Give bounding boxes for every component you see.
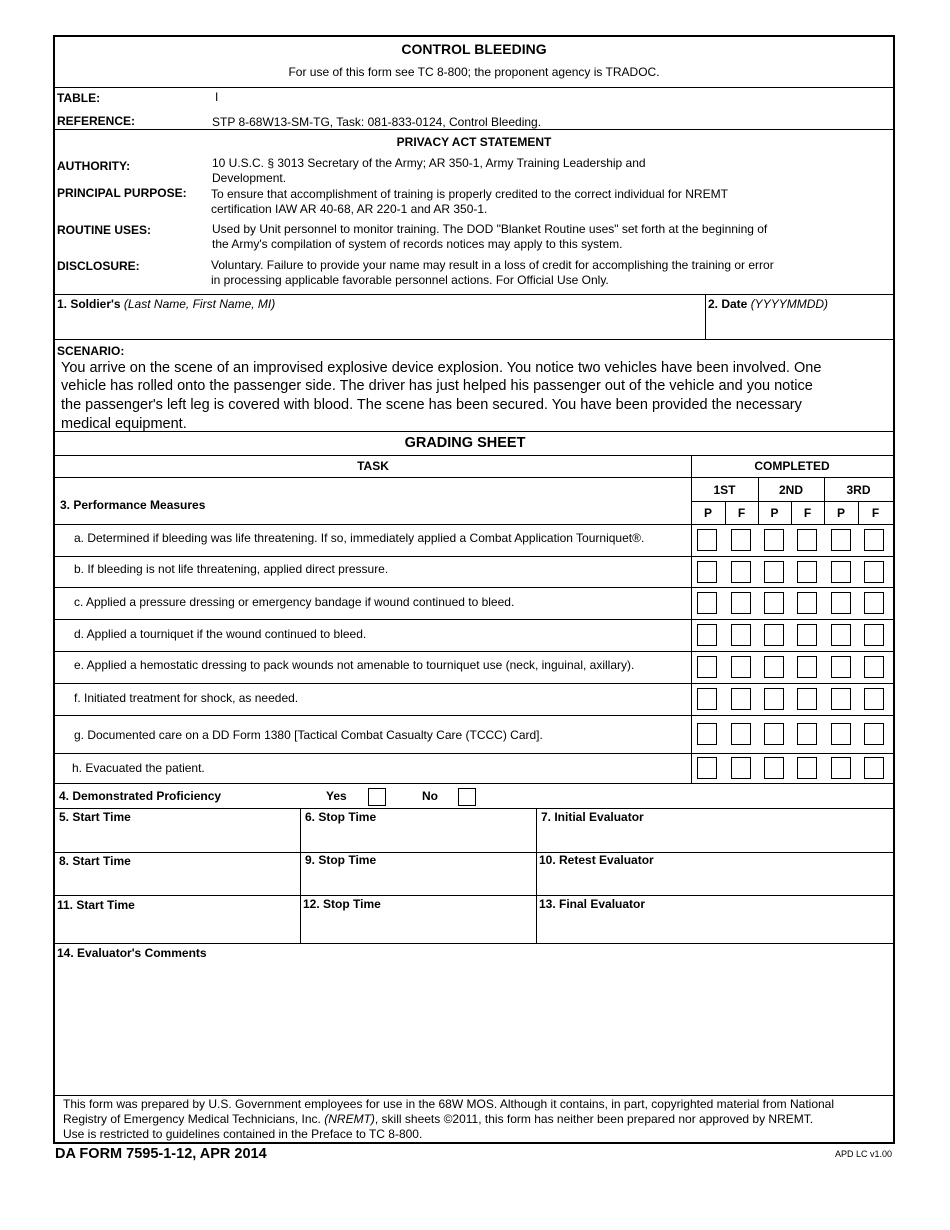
- divider: [55, 1095, 893, 1096]
- checkbox-d-f1[interactable]: [731, 624, 751, 646]
- divider: [55, 808, 893, 809]
- checkbox-b-p3[interactable]: [831, 561, 851, 583]
- checkbox-e-p1[interactable]: [697, 656, 717, 678]
- checkbox-d-f2[interactable]: [797, 624, 817, 646]
- retest-evaluator-label: 10. Retest Evaluator: [539, 853, 654, 867]
- checkbox-c-p3[interactable]: [831, 592, 851, 614]
- checkbox-e-f3[interactable]: [864, 656, 884, 678]
- divider: [824, 477, 825, 524]
- pf-header: F: [803, 506, 812, 520]
- stop-time-2-label: 9. Stop Time: [305, 853, 377, 867]
- divider: [691, 501, 893, 502]
- divider: [55, 683, 893, 684]
- start-time-2-label: 8. Start Time: [59, 854, 131, 868]
- disclaimer-line-3: Use is restricted to guidelines contained in the Preface to TC 8-800.: [63, 1127, 423, 1141]
- completed-header: COMPLETED: [754, 459, 830, 473]
- start-time-1-label: 5. Start Time: [59, 810, 131, 824]
- purpose-line-1: To ensure that accomplishment of training is properly credited to the correct individual for NREMT: [211, 187, 728, 201]
- proficiency-yes-checkbox[interactable]: [368, 788, 386, 806]
- disclosure-line-1: Voluntary. Failure to provide your name may result in a loss of credit for accomplishing the training or error: [211, 258, 774, 272]
- pf-header: F: [737, 506, 746, 520]
- measure-d: d. Applied a tourniquet if the wound continued to bleed.: [74, 627, 367, 641]
- checkbox-e-f1[interactable]: [731, 656, 751, 678]
- disclaimer-line-1: This form was prepared by U.S. Government employees for use in the 68W MOS. Although it contains, in part, copyrighted material from National: [63, 1097, 835, 1111]
- date-field[interactable]: [711, 317, 889, 335]
- checkbox-e-p3[interactable]: [831, 656, 851, 678]
- reference-value: STP 8-68W13-SM-TG, Task: 081-833-0124, Control Bleeding.: [212, 115, 542, 129]
- form-id: DA FORM 7595-1-12, APR 2014: [55, 1146, 267, 1162]
- divider: [55, 852, 893, 853]
- divider: [55, 715, 893, 716]
- evaluator-comments-field[interactable]: [59, 963, 889, 1093]
- date-label: 2. Date (YYYYMMDD): [708, 297, 829, 311]
- pf-header: P: [703, 506, 712, 520]
- divider: [758, 477, 759, 524]
- stop-time-1-field[interactable]: [305, 827, 531, 849]
- checkbox-c-p2[interactable]: [764, 592, 784, 614]
- checkbox-f-f1[interactable]: [731, 688, 751, 710]
- divider: [55, 943, 893, 944]
- divider: [55, 294, 893, 295]
- disclosure-line-2: in processing applicable favorable personnel actions. For Official Use Only.: [211, 273, 609, 287]
- checkbox-g-f3[interactable]: [864, 723, 884, 745]
- form-version: APD LC v1.00: [834, 1149, 892, 1159]
- divider: [55, 477, 893, 478]
- start-time-1-field[interactable]: [59, 827, 295, 849]
- measure-g: g. Documented care on a DD Form 1380 [Tactical Combat Casualty Care (TCCC) Card].: [74, 728, 543, 742]
- divider: [55, 895, 893, 896]
- divider: [55, 339, 893, 340]
- start-time-2-field[interactable]: [59, 871, 295, 893]
- start-time-3-field[interactable]: [59, 915, 295, 939]
- checkbox-a-f2[interactable]: [797, 529, 817, 551]
- grading-title: GRADING SHEET: [404, 435, 526, 451]
- authority-label: AUTHORITY:: [57, 159, 131, 173]
- checkbox-g-p2[interactable]: [764, 723, 784, 745]
- initial-evaluator-field[interactable]: [541, 827, 889, 849]
- checkbox-f-f2[interactable]: [797, 688, 817, 710]
- task-header: TASK: [357, 459, 389, 473]
- divider: [55, 129, 893, 130]
- divider: [55, 524, 893, 525]
- measure-h: h. Evacuated the patient.: [72, 761, 205, 775]
- scenario-line-2: vehicle has rolled onto the passenger side. The driver has just helped his passenger out of the vehicle and you notice: [61, 378, 813, 394]
- checkbox-d-p2[interactable]: [764, 624, 784, 646]
- table-value: I: [215, 90, 219, 104]
- measure-a: a. Determined if bleeding was life threatening. If so, immediately applied a Combat Application Tourniquet®.: [74, 531, 645, 545]
- initial-evaluator-label: 7. Initial Evaluator: [541, 810, 644, 824]
- checkbox-a-f1[interactable]: [731, 529, 751, 551]
- divider: [55, 783, 893, 784]
- stop-time-3-label: 12. Stop Time: [303, 897, 381, 911]
- checkbox-g-f1[interactable]: [731, 723, 751, 745]
- divider: [55, 587, 893, 588]
- final-evaluator-label: 13. Final Evaluator: [539, 897, 646, 911]
- stop-time-2-field[interactable]: [305, 871, 531, 893]
- checkbox-h-f3[interactable]: [864, 757, 884, 779]
- checkbox-c-f2[interactable]: [797, 592, 817, 614]
- divider: [536, 808, 537, 944]
- evaluator-comments-label: 14. Evaluator's Comments: [57, 946, 207, 960]
- scenario-line-4: medical equipment.: [61, 416, 187, 432]
- pf-header: P: [770, 506, 779, 520]
- proficiency-yes-label: Yes: [326, 789, 347, 803]
- divider: [55, 431, 893, 432]
- divider: [55, 651, 893, 652]
- checkbox-b-p1[interactable]: [697, 561, 717, 583]
- proficiency-no-checkbox[interactable]: [458, 788, 476, 806]
- checkbox-b-f3[interactable]: [864, 561, 884, 583]
- divider: [55, 619, 893, 620]
- checkbox-e-p2[interactable]: [764, 656, 784, 678]
- uses-label: ROUTINE USES:: [57, 223, 152, 237]
- divider: [55, 753, 893, 754]
- divider: [705, 294, 706, 339]
- checkbox-a-p1[interactable]: [697, 529, 717, 551]
- checkbox-f-p1[interactable]: [697, 688, 717, 710]
- measure-e: e. Applied a hemostatic dressing to pack wounds not amenable to tourniquet use (neck, inguinal, axillary).: [74, 658, 635, 672]
- checkbox-d-p3[interactable]: [831, 624, 851, 646]
- checkbox-g-f2[interactable]: [797, 723, 817, 745]
- authority-line-2: Development.: [212, 171, 287, 185]
- checkbox-h-p3[interactable]: [831, 757, 851, 779]
- form-title: CONTROL BLEEDING: [401, 41, 547, 57]
- divider: [55, 87, 893, 88]
- measure-b: b. If bleeding is not life threatening, applied direct pressure.: [74, 562, 389, 576]
- checkbox-h-f1[interactable]: [731, 757, 751, 779]
- authority-line-1: 10 U.S.C. § 3013 Secretary of the Army; AR 350-1, Army Training Leadership and: [212, 156, 646, 170]
- attempt-2nd: 2ND: [778, 483, 803, 497]
- checkbox-f-f3[interactable]: [864, 688, 884, 710]
- soldier-name-label: 1. Soldier's (Last Name, First Name, MI): [57, 297, 276, 311]
- checkbox-b-f2[interactable]: [797, 561, 817, 583]
- start-time-3-label: 11. Start Time: [57, 898, 135, 912]
- divider: [725, 501, 726, 524]
- checkbox-a-f3[interactable]: [864, 529, 884, 551]
- proficiency-label: 4. Demonstrated Proficiency: [59, 789, 222, 803]
- checkbox-d-p1[interactable]: [697, 624, 717, 646]
- checkbox-b-p2[interactable]: [764, 561, 784, 583]
- scenario-label: SCENARIO:: [57, 344, 125, 358]
- checkbox-a-p2[interactable]: [764, 529, 784, 551]
- checkbox-h-p2[interactable]: [764, 757, 784, 779]
- checkbox-e-f2[interactable]: [797, 656, 817, 678]
- checkbox-b-f1[interactable]: [731, 561, 751, 583]
- checkbox-d-f3[interactable]: [864, 624, 884, 646]
- stop-time-1-label: 6. Stop Time: [305, 810, 377, 824]
- pf-header: P: [836, 506, 845, 520]
- scenario-line-1: You arrive on the scene of an improvised explosive device explosion. You notice two vehicles have been involved. One: [61, 360, 822, 376]
- measure-f: f. Initiated treatment for shock, as needed.: [74, 691, 299, 705]
- divider: [791, 501, 792, 524]
- checkbox-c-p1[interactable]: [697, 592, 717, 614]
- privacy-heading: PRIVACY ACT STATEMENT: [396, 135, 552, 149]
- pf-header: F: [871, 506, 880, 520]
- soldier-name-field[interactable]: [61, 317, 701, 335]
- divider: [55, 556, 893, 557]
- attempt-3rd: 3RD: [846, 483, 871, 497]
- uses-line-1: Used by Unit personnel to monitor training. The DOD "Blanket Routine uses" set forth at the beginning of: [212, 222, 768, 236]
- checkbox-h-f2[interactable]: [797, 757, 817, 779]
- checkbox-c-f1[interactable]: [731, 592, 751, 614]
- checkbox-a-p3[interactable]: [831, 529, 851, 551]
- form-subtitle: For use of this form see TC 8-800; the proponent agency is TRADOC.: [288, 65, 660, 79]
- checkbox-h-p1[interactable]: [697, 757, 717, 779]
- purpose-label: PRINCIPAL PURPOSE:: [57, 186, 187, 200]
- checkbox-g-p1[interactable]: [697, 723, 717, 745]
- attempt-1st: 1ST: [713, 483, 736, 497]
- measure-c: c. Applied a pressure dressing or emergency bandage if wound continued to bleed.: [74, 595, 515, 609]
- disclaimer-line-2: Registry of Emergency Medical Technicians, Inc. (NREMT), skill sheets ©2011, this form has neither been prepared nor approved by NREMT.: [63, 1112, 814, 1126]
- checkbox-c-f3[interactable]: [864, 592, 884, 614]
- checkbox-f-p3[interactable]: [831, 688, 851, 710]
- table-label: TABLE:: [57, 91, 101, 105]
- disclosure-label: DISCLOSURE:: [57, 259, 140, 273]
- divider: [300, 808, 301, 944]
- divider: [858, 501, 859, 524]
- divider: [55, 455, 893, 456]
- final-evaluator-field[interactable]: [541, 915, 889, 939]
- form-container: [53, 35, 895, 1144]
- performance-measures-label: 3. Performance Measures: [60, 498, 206, 512]
- stop-time-3-field[interactable]: [305, 915, 531, 939]
- reference-label: REFERENCE:: [57, 114, 136, 128]
- proficiency-no-label: No: [422, 789, 438, 803]
- retest-evaluator-field[interactable]: [541, 871, 889, 893]
- purpose-line-2: certification IAW AR 40-68, AR 220-1 and AR 350-1.: [211, 202, 488, 216]
- uses-line-2: the Army's compilation of system of records notices may apply to this system.: [212, 237, 623, 251]
- checkbox-f-p2[interactable]: [764, 688, 784, 710]
- scenario-line-3: the passenger's left leg is covered with blood. The scene has been secured. You have been provided the necessary: [61, 397, 802, 413]
- checkbox-g-p3[interactable]: [831, 723, 851, 745]
